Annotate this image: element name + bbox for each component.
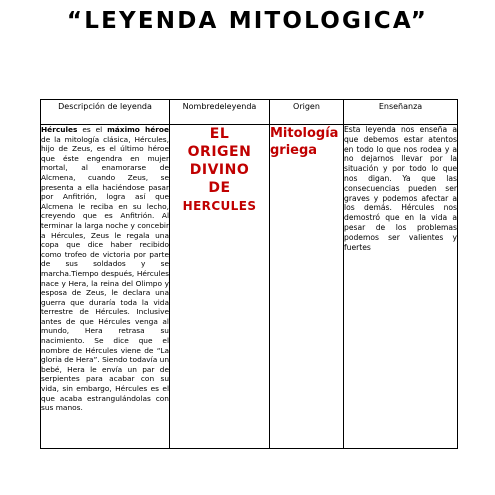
legend-name-line: DIVINO <box>189 162 250 178</box>
legend-name-line: HERCULES <box>182 199 257 213</box>
lesson-cell: Esta leyenda nos enseña a que debemos estar atentos en todo lo que nos rodea y a no dejarnos llevar por la situación y por todo lo que nos digan. Ya que las consecuencias pueden ser graves y podemos afectar a los demás. Hércules nos demostró que en la vida a pesar de los problemas podemos ser valientes y fuertes <box>344 125 458 449</box>
description-lead-bold-2: máximo héroe <box>107 125 169 134</box>
legend-name-line: DE <box>208 180 231 196</box>
description-lead-text: es el <box>77 125 108 134</box>
description-cell <box>41 125 170 449</box>
table-header-row <box>41 100 458 125</box>
legend-name-cell <box>170 125 270 449</box>
legend-table <box>40 99 458 449</box>
header-lesson: Enseñanza <box>344 100 458 125</box>
origin-cell <box>270 125 344 449</box>
legend-name-line: EL <box>209 126 230 142</box>
origin-line: Mitología <box>270 126 339 141</box>
header-description: Descripción de leyenda <box>41 100 170 125</box>
description-lead-bold: Hércules <box>41 125 78 134</box>
legend-name-line: ORIGEN <box>187 144 252 160</box>
table-row <box>41 125 458 449</box>
description-body: de la mitología clásica, Hércules, hijo de Zeus, es el último héroe que éste engendra en mujer mortal, al enamorarse de Alcmena, cuando Zeus, se presenta a ella haciéndose pasar por Anfitrión, logra así que Alcmena le reciba en su lecho, creyendo que es Anfitrión. Al terminar la larga noche y concebir a Hércules, Zeus le regala una copa que dice haber recibido como trofeo de victoria por parte de sus soldados y se marcha.Tiempo después, Hércules nace y Hera, la reina del Olimpo y esposa de Zeus, le declara una guerra que duraría toda la vida terrestre de Hércules. Inclusive antes de que Hércules venga al mundo, Hera retrasa su nacimiento. Se dice que el nombre de Hércules viene de “La gloria de Hera”. Siendo todavía un bebé, Hera le envía un par de serpientes para acabar con su vida, sin embargo, Hércules es el que acaba estrangulándolas con sus manos. <box>41 134 169 413</box>
header-legend-name: Nombredeleyenda <box>170 100 270 125</box>
header-origin: Origen <box>270 100 344 125</box>
page-title: “LEYENDA MITOLOGICA” <box>66 8 429 34</box>
origin-line: griega <box>270 143 318 158</box>
